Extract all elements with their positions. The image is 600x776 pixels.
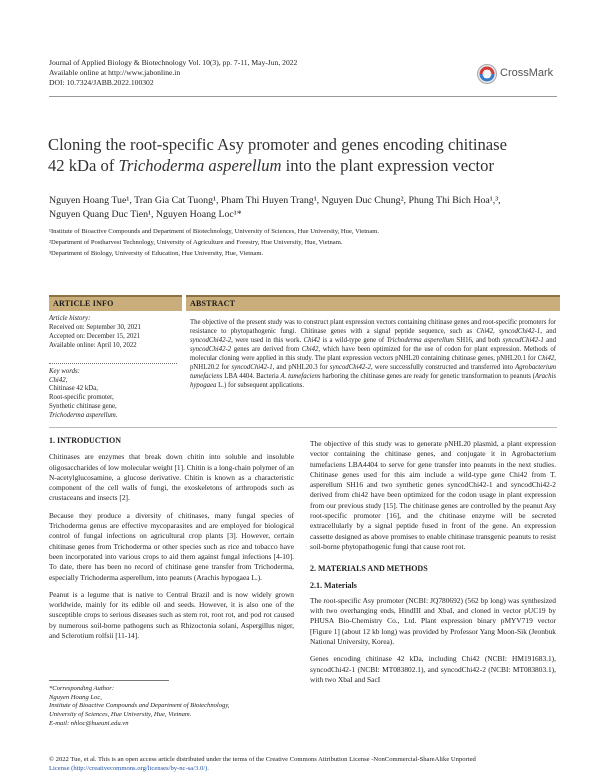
author-list (49, 194, 569, 222)
history-label: Article history: (49, 315, 91, 322)
article-info-panel (49, 315, 182, 421)
affiliation-1: ¹Institute of Bioactive Compounds and Department of Biotechnology, University of Sciences, Hue University, Hue, Vietnam. (49, 228, 380, 235)
gene-name: Chi42 (476, 327, 494, 335)
affiliations (49, 226, 569, 259)
title-part2-suffix: into the plant expression vector (281, 156, 494, 175)
title-part2-prefix: 42 kDa of (48, 156, 119, 175)
materials-paragraph-2: Genes encoding chitinase 42 kDa, including Chi42 (NCBI: HM191683.1), syncodChi42-1 (NCBI: MT083802.1), and syncodChi42-2 (NCBI: MT083803.1), with two XbaI and SacI (310, 654, 556, 684)
intro-paragraph-1: Chitinases are enzymes that break down chitin into soluble and insoluble oligosaccharides of low molecular weight [1]. Chitin is a long-chain polymer of an N-acetylglucosamine, a glucose derivative. Chitin is known as a characteristic component of the cell walls of fungi, the exoskeletons of arthropods such as crustaceans and insects [2]. (49, 452, 294, 503)
license-line1: © 2022 Tue, et al. This is an open access article distributed under the terms of the Creative Commons Attribution License -NonCommercial-ShareAlike Unported (49, 756, 476, 763)
gene-name: syncodChi42-2 (329, 363, 371, 371)
journal-header (49, 58, 297, 88)
gene-name: syncodChi42-1 (231, 363, 273, 371)
species-name: A. tumefaciens (280, 372, 321, 380)
article-info-heading: ARTICLE INFO (49, 295, 182, 311)
abstract-fragment: , were successfully constructed and transferred into (370, 363, 516, 371)
species-name: Arachis hypogaea (190, 372, 557, 389)
received-date: Received on: September 30, 2021 (49, 323, 141, 331)
affiliation-2: ²Department of Postharvest Technology, University of Agriculture and Forestry, Hue University, Hue, Vietnam. (49, 239, 343, 246)
abstract-fragment: , pNHL20.2 for (190, 354, 556, 371)
crossmark-label: CrossMark (500, 67, 554, 79)
corresponding-author (49, 685, 249, 729)
gene-name: Chi42 (301, 345, 319, 353)
left-column (49, 436, 294, 648)
abstract-fragment: LBA 4404. Bacteria (222, 372, 281, 380)
footnote-divider (49, 680, 169, 681)
gene-name: syncodChi42-1 (499, 327, 541, 335)
abstract-text (190, 319, 556, 391)
abstract-divider (49, 427, 557, 428)
header-divider (49, 96, 557, 97)
abstract-fragment: , which have been optimized for the use of codon for plant expression. Methods of molecular cloning were applied in this study. The plant expression vectors pNHL20 containing chitinase genes, pNHL20.1 for (190, 345, 556, 362)
gene-name: Chi42 (303, 336, 321, 344)
title-species: Trichoderma asperellum (118, 156, 282, 175)
introduction-heading: 1. INTRODUCTION (49, 436, 122, 445)
abstract-fragment: The objective of the present study was to construct plant expression vectors containing chitinase genes and root-specific promoters for resistance to phytopathogenic fungi. Chitinase genes with a signal peptide sequence, such as (190, 319, 556, 335)
gene-name: Chi42 (537, 354, 555, 362)
methods-heading: 2. MATERIALS AND METHODS (310, 564, 428, 574)
right-column (310, 439, 556, 692)
license-footer (49, 756, 569, 773)
keyword: Chitinase 42 kDa, (49, 385, 98, 393)
corr-name: Nguyen Hoang Loc, (49, 693, 102, 701)
corr-university: University of Sciences, Hue University, Hue, Vietnam. (49, 711, 192, 719)
gene-name: syncodChi42-2 (190, 336, 232, 344)
paper-title (48, 134, 568, 176)
keyword: Trichoderma asperellum. (49, 412, 118, 420)
abstract-fragment: , (493, 327, 500, 335)
abstract-fragment: genes are derived from (231, 345, 302, 353)
crossmark-logo[interactable] (476, 63, 562, 85)
license-link[interactable]: License (http://creativecommons.org/licenses/by-nc-sa/3.0/). (49, 764, 209, 772)
accepted-date: Accepted on: December 15, 2021 (49, 332, 141, 340)
keyword: Synthetic chitinase gene, (49, 403, 117, 411)
species-name: Agrobacterium tumefaciens (190, 363, 557, 380)
affiliation-3: ³Department of Biology, University of Education, Hue University, Hue, Vietnam. (49, 250, 264, 257)
materials-heading: 2.1. Materials (310, 580, 357, 590)
intro-paragraph-2: Because they produce a diversity of chitinases, many fungal species of Trichoderma genus are effective mycoparasites and are employed for biological control of fungal infections on agricultural crop plants [3]. However, certain chitinase genes from Trichoderma or other species such as rice and tobacco have been incorporated into various crops to aid them against fungal infections [4-10]. To date, there has been no record of chitinase gene transfer from Trichoderma, especially Trichoderma asperellum, into peanuts (Arachis hypogaea L.). (49, 510, 294, 582)
materials-paragraph-1: The root-specific Asy promoter (NCBI: JQ780692) (562 bp long) was synthesized with two overhanging ends, HindIII and XbaI, and cloned in vector pUC19 by PHUSA Bio-Chemistry Co., Ltd. Plant expression binary pMYV719 vector [Figure 1] (about 12 kb long) was provided by Professor Yang Moon-Sik (Jeonbuk National University, Korea). (310, 595, 556, 647)
doi-line[interactable]: DOI: 10.7324/JABB.2022.100302 (49, 78, 154, 87)
species-name: Trichoderma asperellum (386, 336, 455, 344)
intro-paragraph-4: The objective of this study was to generate pNHL20 plasmid, a plant expression vector containing the chitinase genes, and conjugate it in Agrobacterium tumefaciens LBA4404 to serve for gene transfer into peanuts in the next studies. Chitinase genes used for this aim include a wild-type gene Chi42 from T. asperellum SH16 and two synthetic genes syncodChi42-1 and syncodChi42-2 derived from chi42 have been optimized for the codon usage in plant expression from our previous study [15]. The chitinase genes are controlled by the peanut Asy root-specific promoter [16], and the chitinase enzyme will be secreted extracellularly by a signal peptide fused in front of the gene. An expression cassette designed as above promises to enable chitinase transgenic peanuts to resist soil-borne phytopathogenic fungi that cause root rot. (310, 439, 556, 551)
journal-line: Journal of Applied Biology & Biotechnology Vol. 10(3), pp. 7-11, May-Jun, 2022 (49, 58, 298, 67)
authors-line2: Nguyen Quang Duc Tien¹, Nguyen Hoang Loc¹* (49, 209, 242, 220)
available-date: Available online: April 10, 2022 (49, 341, 137, 349)
corr-label: *Corresponding Author: (49, 685, 115, 692)
keyword: Root-specific promoter, (49, 394, 114, 402)
abstract-fragment: , and (540, 327, 556, 335)
authors-line1: Nguyen Hoang Tue¹, Tran Gia Cat Tuong¹, Pham Thi Huyen Trang¹, Nguyen Duc Chung², Phung Thi Bich Hoa¹,³, (49, 195, 501, 206)
available-online-line: Available online at http://www.jabonline.in (49, 68, 181, 77)
abstract-fragment: harboring the chitinase genes are ready for genetic transformation to peanuts ( (320, 372, 535, 380)
abstract-fragment: , were used in this work. (231, 336, 304, 344)
abstract-heading: ABSTRACT (186, 295, 560, 311)
corr-institution: Institute of Bioactive Compounds and Department of Biotechnology, (49, 702, 230, 710)
abstract-fragment: L.) for subsequent applications. (216, 381, 305, 389)
info-divider (49, 363, 177, 364)
abstract-fragment: is a wild-type gene of (320, 336, 387, 344)
keyword: Chi42, (49, 376, 68, 384)
abstract-fragment: and (543, 336, 556, 344)
intro-paragraph-3: Peanut is a legume that is native to Central Brazil and is now widely grown worldwide, mainly for its edible oil and seeds. However, it is also one of the susceptible crops to serious diseases such as stem rot, root rot, and pod rot caused by numerous soil-borne pathogens such as Rhizoctonia solani, Aspergillus niger, and Sclerotium rolfsii [11-14]. (49, 589, 294, 641)
abstract-fragment: , and pNHL20.3 for (272, 363, 330, 371)
gene-name: syncodChi42-2 (190, 345, 232, 353)
gene-name: syncodChi42-1 (502, 336, 544, 344)
abstract-fragment: SH16, and both (454, 336, 503, 344)
title-part1: Cloning the root-specific Asy promoter and genes encoding chitinase (48, 135, 507, 154)
corr-email[interactable]: E-mail: nhloc@hueuni.edu.vn (49, 719, 129, 727)
keywords-label: Key words: (49, 367, 80, 375)
